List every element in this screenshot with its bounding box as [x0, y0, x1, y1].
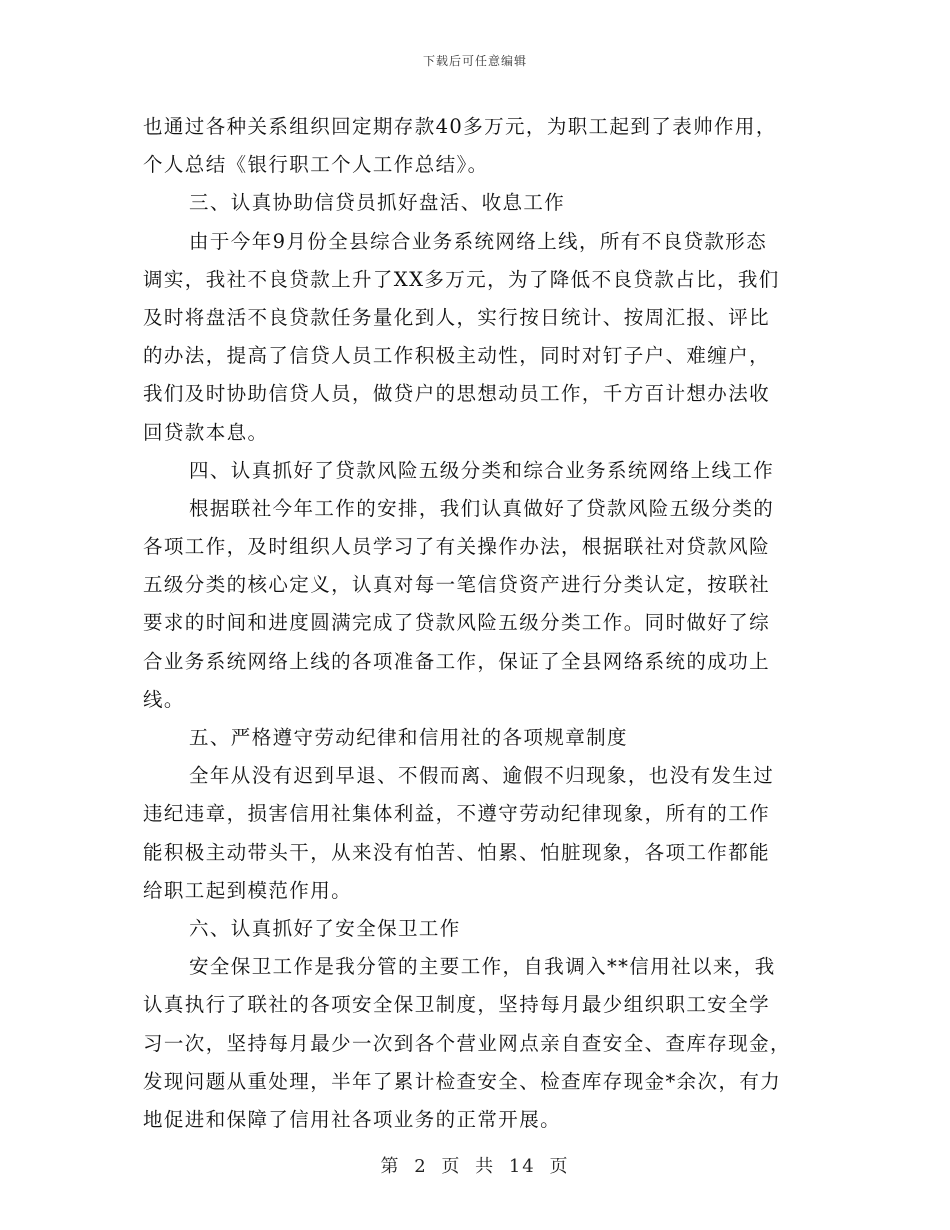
body-line-continuation: 个人总结《银行职工个人工作总结》。 — [143, 153, 489, 177]
paragraph-line: 习一次，坚持每月最少一次到各个营业网点亲自查安全、查库存现金， — [143, 1031, 791, 1055]
paragraph-line: 认真执行了联社的各项安全保卫制度，坚持每月最少组织职工安全学 — [143, 993, 771, 1017]
paragraph-line: 五级分类的核心定义，认真对每一笔信贷资产进行分类认定，按联社 — [143, 573, 771, 597]
paragraph-line: 合业务系统网络上线的各项准备工作，保证了全县网络系统的成功上 — [143, 649, 771, 673]
paragraph-line: 及时将盘活不良贷款任务量化到人，实行按日统计、按周汇报、评比 — [143, 305, 771, 329]
body-line-continuation: 也通过各种关系组织回定期存款40多万元，为职工起到了表帅作用， — [143, 115, 777, 138]
section-heading-3: 三、认真协助信贷员抓好盘活、收息工作 — [189, 191, 566, 215]
paragraph-start: 根据联社今年工作的安排，我们认真做好了贷款风险五级分类的 — [189, 496, 775, 520]
paragraph-line: 的办法，提高了信贷人员工作积极主动性，同时对钉子户、难缠户， — [143, 344, 771, 368]
paragraph-start: 由于今年9月份全县综合业务系统网络上线，所有不良贷款形态 — [189, 229, 768, 253]
paragraph-line: 要求的时间和进度圆满完成了贷款风险五级分类工作。同时做好了综 — [143, 611, 771, 635]
document-body — [143, 108, 803, 1139]
paragraph-line: 地促进和保障了信用社各项业务的正常开展。 — [143, 1107, 562, 1131]
paragraph-line: 调实，我社不良贷款上升了XX多万元，为了降低不良贷款占比，我们 — [143, 267, 780, 291]
paragraph-line: 给职工起到模范作用。 — [143, 878, 353, 902]
paragraph-line: 回贷款本息。 — [143, 420, 269, 444]
paragraph-line: 发现问题从重处理，半年了累计检查安全、检查库存现金*余次，有力 — [143, 1069, 782, 1093]
section-heading-5: 五、严格遵守劳动纪律和信用社的各项规章制度 — [189, 726, 628, 749]
page-header: 下载后可任意编辑 — [422, 54, 527, 68]
paragraph-line: 线。 — [143, 687, 185, 711]
section-heading-6: 六、认真抓好了安全保卫工作 — [189, 916, 461, 940]
paragraph-line: 我们及时协助信贷人员，做贷户的思想动员工作，千方百计想办法收 — [143, 382, 771, 406]
paragraph-line: 能积极主动带头干，从来没有怕苦、怕累、怕脏现象，各项工作都能 — [143, 840, 771, 864]
paragraph-start: 安全保卫工作是我分管的主要工作，自我调入**信用社以来，我 — [189, 955, 776, 979]
paragraph-line: 各项工作，及时组织人员学习了有关操作办法，根据联社对贷款风险 — [143, 535, 771, 559]
paragraph-line: 违纪违章，损害信用社集体利益，不遵守劳动纪律现象，所有的工作 — [143, 802, 771, 826]
section-heading-4: 四、认真抓好了贷款风险五级分类和综合业务系统网络上线工作 — [189, 458, 775, 482]
paragraph-start: 全年从没有迟到早退、不假而离、逾假不归现象，也没有发生过 — [189, 764, 775, 788]
page-number-footer: 第 2 页 共 14 页 — [380, 1156, 570, 1177]
